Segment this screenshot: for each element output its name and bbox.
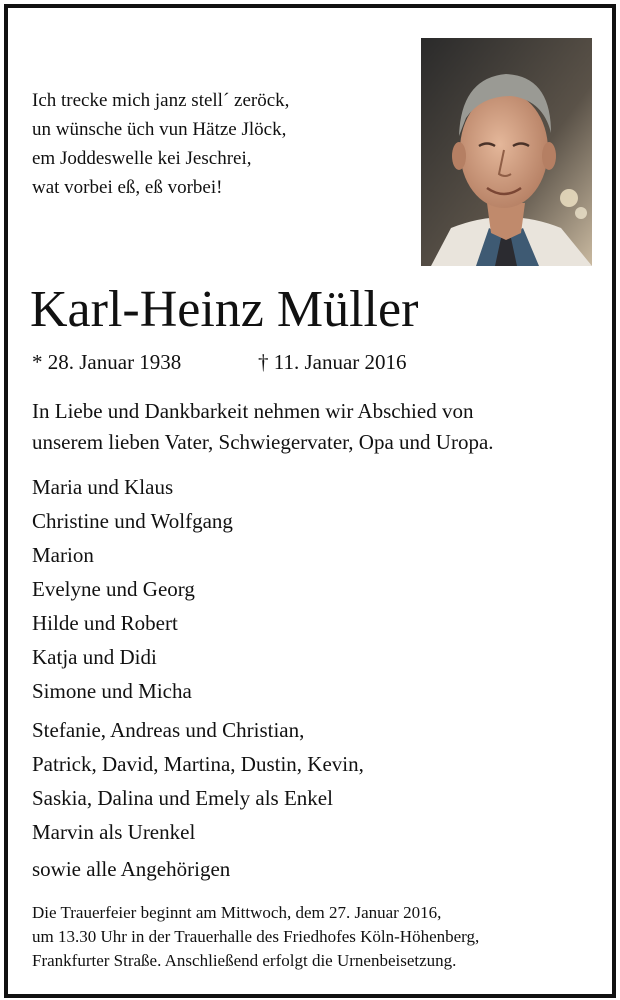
family-member: Maria und Klaus: [32, 475, 174, 499]
family-member: Simone und Micha: [32, 679, 192, 703]
poem-line: Ich trecke mich janz stell´ zeröck,: [32, 90, 290, 111]
relatives-line: sowie alle Angehörigen: [32, 857, 231, 881]
family-member: Marion: [32, 543, 94, 567]
poem-line: em Joddeswelle kei Jeschrei,: [32, 148, 252, 169]
portrait-photo: [421, 38, 592, 266]
grandchildren-line: Saskia, Dalina und Emely als Enkel: [32, 786, 333, 810]
deceased-name: Karl-Heinz Müller: [30, 281, 419, 338]
grandchildren-line: Patrick, David, Martina, Dustin, Kevin,: [32, 752, 364, 776]
death-date: † 11. Januar 2016: [258, 350, 407, 374]
portrait-illustration: [421, 38, 592, 266]
service-line: Frankfurter Straße. Anschließend erfolgt die Urnenbeisetzung.: [32, 951, 457, 970]
farewell-line: In Liebe und Dankbarkeit nehmen wir Abschied von: [32, 399, 474, 423]
family-member: Evelyne und Georg: [32, 577, 195, 601]
poem-line: un wünsche üch vun Hätze Jlöck,: [32, 119, 287, 140]
grandchildren-line: Marvin als Urenkel: [32, 820, 196, 844]
farewell-line: unserem lieben Vater, Schwiegervater, Opa und Uropa.: [32, 430, 494, 454]
family-member: Katja und Didi: [32, 645, 157, 669]
family-list: [32, 470, 602, 708]
service-info: [32, 901, 607, 973]
poem-line: wat vorbei eß, eß vorbei!: [32, 177, 223, 198]
obituary-frame: [4, 4, 616, 998]
grandchildren-line: Stefanie, Andreas und Christian,: [32, 718, 305, 742]
family-member: Hilde und Robert: [32, 611, 178, 635]
poem: [32, 86, 392, 202]
service-line: Die Trauerfeier beginnt am Mittwoch, dem 27. Januar 2016,: [32, 903, 442, 922]
family-member: Christine und Wolfgang: [32, 509, 233, 533]
farewell-text: [32, 396, 602, 458]
grandchildren-list: [32, 713, 602, 849]
life-dates: [32, 348, 407, 376]
service-line: um 13.30 Uhr in der Trauerhalle des Friedhofes Köln-Höhenberg,: [32, 927, 480, 946]
birth-date: * 28. Januar 1938: [32, 350, 182, 374]
